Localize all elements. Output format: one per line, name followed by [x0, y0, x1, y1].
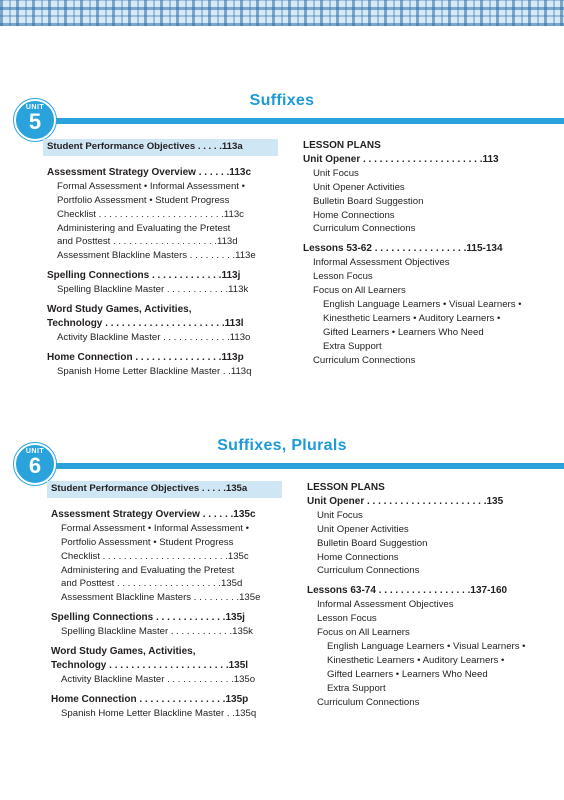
opener-line: Curriculum Connections [313, 223, 416, 235]
opener-line: Home Connections [313, 209, 395, 221]
unit-title: Suffixes, Plurals [217, 437, 347, 454]
opener-line: Unit Focus [317, 509, 363, 521]
opener-line: Unit Opener Activities [313, 181, 405, 193]
assessment-line: Portfolio Assessment • Student Progress [57, 194, 230, 206]
assessment-line: Formal Assessment • Informal Assessment • [61, 522, 249, 534]
unit-badge [14, 99, 56, 141]
focus-line: English Language Learners • Visual Learners • [327, 640, 526, 652]
lessons-line: Informal Assessment Objectives [313, 257, 450, 269]
assessment-line: Assessment Blackline Masters . . . . . . . . .113e [57, 250, 256, 262]
assessment-line: Assessment Blackline Masters . . . . . . . . .135e [61, 592, 261, 604]
unit-5-right-column [303, 139, 548, 368]
focus-line: Kinesthetic Learners • Auditory Learners • [327, 654, 505, 666]
unit-badge [14, 443, 56, 485]
curriculum-line: Curriculum Connections [313, 354, 416, 366]
unit-title-bar [38, 118, 564, 124]
lessons-line: Informal Assessment Objectives [317, 599, 454, 611]
spelling-heading: Spelling Connections . . . . . . . . . . . . .113j [47, 270, 241, 282]
focus-line: Gifted Learners • Learners Who Need [323, 326, 484, 338]
unit-6-left-column [51, 481, 291, 721]
unit-5-left-column [47, 139, 287, 379]
lesson-plans-heading: LESSON PLANS [303, 140, 381, 151]
unit-badge-number: 6 [28, 453, 42, 478]
home-line: Spanish Home Letter Blackline Master . .135q [61, 707, 257, 719]
unit-6-right-column [307, 481, 552, 710]
opener-line: Bulletin Board Suggestion [317, 537, 428, 549]
unit-title: Suffixes [249, 92, 315, 109]
objectives-entry: Student Performance Objectives . . . . .135a [47, 481, 282, 498]
assessment-line: Portfolio Assessment • Student Progress [61, 536, 234, 548]
lessons-line: Focus on All Learners [313, 285, 406, 297]
curriculum-line: Curriculum Connections [317, 696, 420, 708]
spelling-line: Spelling Blackline Master . . . . . . . . . . . .113k [57, 284, 249, 296]
lessons-line: Lesson Focus [313, 271, 373, 283]
games-line: Activity Blackline Master . . . . . . . . . . . . .135o [61, 673, 256, 685]
opener-line: Unit Focus [313, 167, 359, 179]
assessment-line: Administering and Evaluating the Pretest [57, 222, 231, 234]
unit-title-bar [38, 463, 564, 469]
lessons-line: Lesson Focus [317, 613, 377, 625]
opener-line: Bulletin Board Suggestion [313, 195, 424, 207]
opener-line: Home Connections [317, 551, 399, 563]
assessment-heading: Assessment Strategy Overview . . . . . .113c [47, 166, 251, 178]
lesson-plans-heading: LESSON PLANS [307, 482, 385, 493]
unit-badge-label: UNIT [25, 104, 45, 111]
focus-line: Gifted Learners • Learners Who Need [327, 668, 488, 680]
opener-line: Unit Opener Activities [317, 523, 409, 535]
unit-badge-number: 5 [28, 109, 42, 134]
focus-line: Extra Support [323, 340, 382, 352]
focus-line: Extra Support [327, 682, 386, 694]
unit-opener-heading: Unit Opener . . . . . . . . . . . . . . . . . . . . . .135 [307, 495, 504, 507]
assessment-line: and Posttest . . . . . . . . . . . . . . . . . . . .135d [61, 578, 243, 590]
spelling-heading: Spelling Connections . . . . . . . . . . . . .135j [51, 612, 245, 624]
assessment-line: Checklist . . . . . . . . . . . . . . . . . . . . . . . .135c [61, 550, 249, 562]
objectives-entry: Student Performance Objectives . . . . .113a [43, 139, 278, 156]
games-heading-2: Technology . . . . . . . . . . . . . . . . . . . . . .135l [51, 659, 249, 671]
games-line: Activity Blackline Master . . . . . . . . . . . . .113o [57, 331, 251, 343]
focus-line: Kinesthetic Learners • Auditory Learners • [323, 312, 501, 324]
games-heading: Word Study Games, Activities, [51, 646, 196, 658]
assessment-heading: Assessment Strategy Overview . . . . . .135c [51, 508, 256, 520]
unit-badge-label: UNIT [25, 448, 45, 455]
home-heading: Home Connection . . . . . . . . . . . . . . . .113p [47, 351, 244, 363]
assessment-line: and Posttest . . . . . . . . . . . . . . . . . . . .113d [57, 236, 238, 248]
lessons-line: Focus on All Learners [317, 627, 410, 639]
spelling-line: Spelling Blackline Master . . . . . . . . . . . .135k [61, 626, 253, 638]
assessment-line: Checklist . . . . . . . . . . . . . . . . . . . . . . . .113c [57, 208, 244, 220]
focus-line: English Language Learners • Visual Learners • [323, 298, 522, 310]
unit-opener-heading: Unit Opener . . . . . . . . . . . . . . . . . . . . . .113 [303, 153, 499, 165]
assessment-line: Formal Assessment • Informal Assessment • [57, 180, 245, 192]
assessment-line: Administering and Evaluating the Pretest [61, 564, 235, 576]
lessons-heading: Lessons 63-74 . . . . . . . . . . . . . . . . .137-160 [307, 585, 508, 597]
games-heading: Word Study Games, Activities, [47, 304, 192, 316]
lessons-heading: Lessons 53-62 . . . . . . . . . . . . . . . . .115-134 [303, 243, 503, 255]
home-heading: Home Connection . . . . . . . . . . . . . . . .135p [51, 693, 249, 705]
opener-line: Curriculum Connections [317, 565, 420, 577]
games-heading-2: Technology . . . . . . . . . . . . . . . . . . . . . .113l [47, 317, 244, 329]
home-line: Spanish Home Letter Blackline Master . .113q [57, 365, 252, 377]
